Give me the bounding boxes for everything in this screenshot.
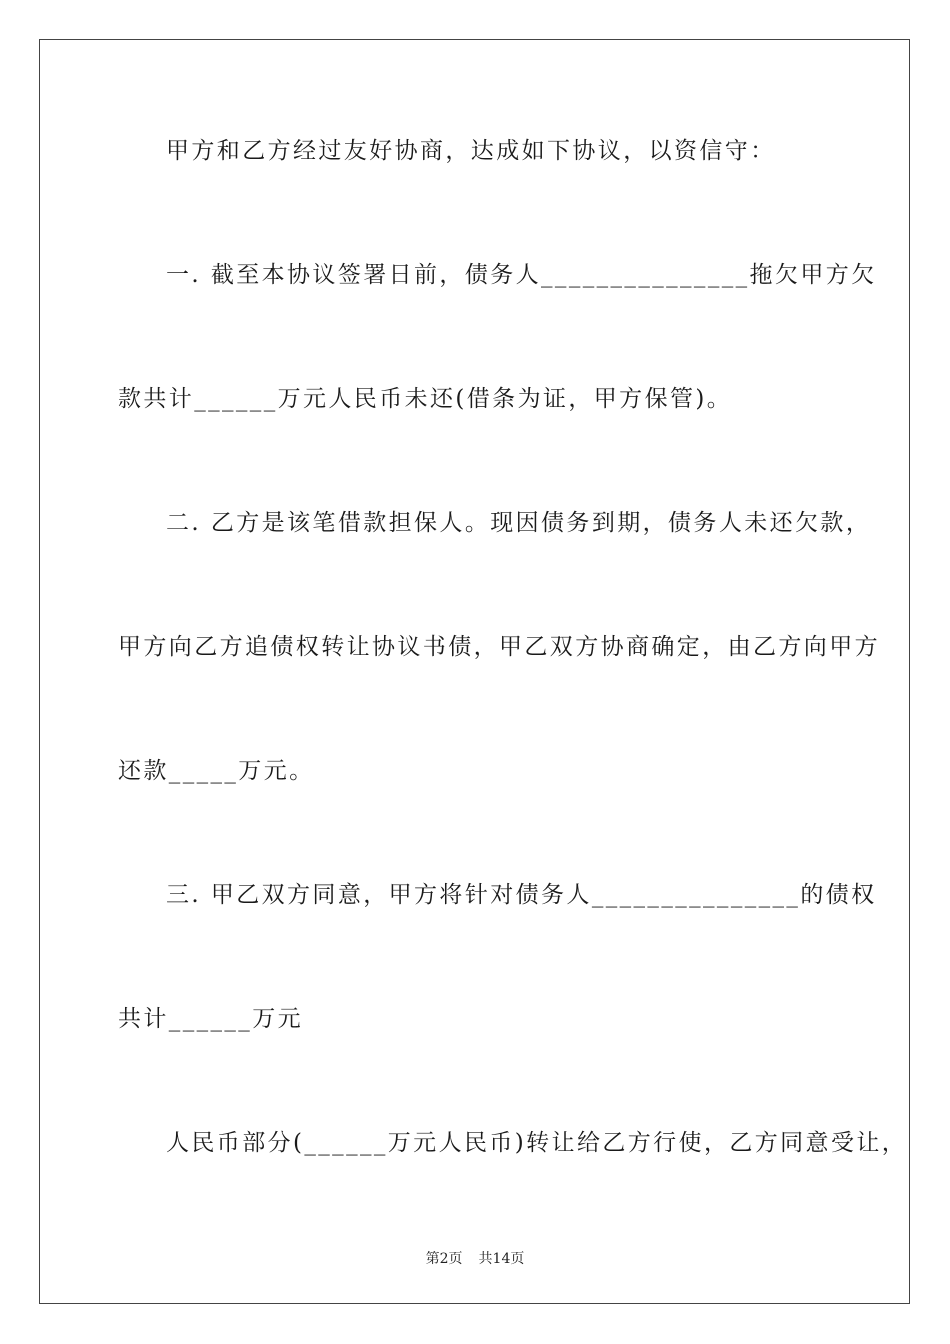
paragraph-clause-1: 一. 截至本协议签署日前，债务人_______________拖欠甲方欠 [166, 262, 877, 288]
paragraph-clause-3-detail: 人民币部分(______万元人民币)转让给乙方行使，乙方同意受让， [166, 1130, 908, 1156]
paragraph-clause-3: 三. 甲乙双方同意，甲方将针对债务人_______________的债权 [166, 882, 877, 908]
paragraph-clause-1-cont: 款共计______万元人民币未还(借条为证，甲方保管)。 [118, 386, 733, 412]
paragraph-clause-2-end: 还款_____万元。 [118, 758, 315, 784]
page-frame [39, 39, 910, 1304]
page-total: 共14页 [478, 1251, 525, 1267]
paragraph-clause-3-cont: 共计______万元 [118, 1006, 303, 1032]
page-footer [0, 1248, 950, 1268]
page-number: 第2页 [425, 1251, 463, 1267]
paragraph-clause-2-cont: 甲方向乙方追债权转让协议书债，甲乙双方协商确定，由乙方向甲方 [118, 634, 880, 660]
paragraph-intro: 甲方和乙方经过友好协商，达成如下协议，以资信守： [166, 138, 776, 164]
paragraph-clause-2: 二. 乙方是该笔借款担保人。现因债务到期，债务人未还欠款， [166, 510, 872, 536]
